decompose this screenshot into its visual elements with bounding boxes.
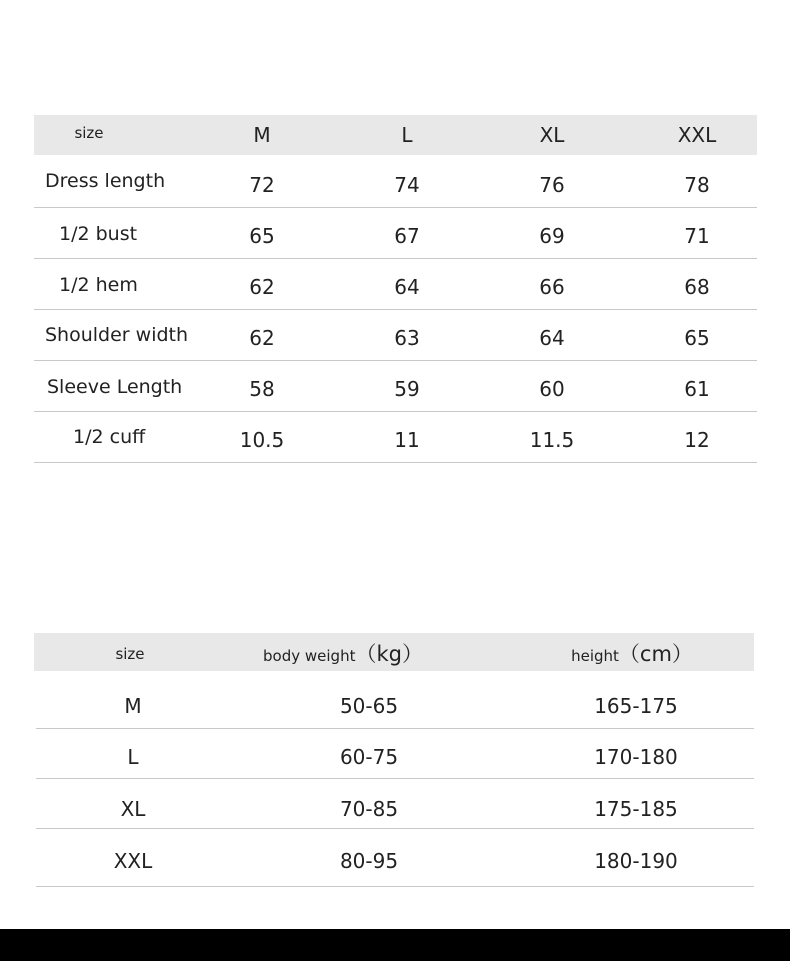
- size-chart-header: [34, 115, 757, 155]
- table-cell: 63: [394, 326, 420, 350]
- table-cell: 70-85: [339, 797, 399, 821]
- header-size: size: [115, 645, 145, 663]
- header-size-m: M: [253, 123, 271, 147]
- header-size-l: L: [401, 123, 413, 147]
- table-cell: 69: [539, 224, 565, 248]
- table-cell: 68: [684, 275, 710, 299]
- row-divider: [34, 309, 757, 310]
- row-divider: [36, 728, 754, 729]
- header-weight-unit: （kg）: [355, 642, 423, 666]
- row-divider: [34, 411, 757, 412]
- row-label: Sleeve Length: [47, 376, 183, 398]
- table-cell: 50-65: [339, 694, 399, 718]
- table-cell: 10.5: [239, 428, 285, 452]
- table-cell: 80-95: [339, 849, 399, 873]
- table-cell: 65: [249, 224, 275, 248]
- header-size-xxl: XXL: [677, 123, 717, 147]
- table-cell: 175-185: [594, 797, 678, 821]
- table-cell: L: [127, 745, 139, 769]
- row-divider: [34, 360, 757, 361]
- header-height-label: height: [571, 647, 619, 665]
- table-cell: 72: [249, 173, 275, 197]
- table-cell: 60-75: [339, 745, 399, 769]
- table-cell: 165-175: [594, 694, 678, 718]
- row-divider: [34, 207, 757, 208]
- table-cell: 11.5: [529, 428, 575, 452]
- table-cell: 66: [539, 275, 565, 299]
- table-cell: 78: [684, 173, 710, 197]
- table-cell: 71: [684, 224, 710, 248]
- row-divider: [36, 886, 754, 887]
- table-cell: 76: [539, 173, 565, 197]
- table-cell: 64: [539, 326, 565, 350]
- row-label: Dress length: [45, 170, 166, 192]
- table-cell: 59: [394, 377, 420, 401]
- table-cell: 62: [249, 275, 275, 299]
- table-cell: 67: [394, 224, 420, 248]
- row-label: 1/2 cuff: [73, 426, 146, 448]
- table-cell: 65: [684, 326, 710, 350]
- bottom-bar: [0, 929, 790, 961]
- table-cell: 58: [249, 377, 275, 401]
- row-divider: [36, 778, 754, 779]
- header-body-weight: [263, 638, 423, 668]
- row-divider: [34, 462, 757, 463]
- table-cell: 11: [394, 428, 420, 452]
- table-cell: 74: [394, 173, 420, 197]
- table-cell: 12: [684, 428, 710, 452]
- table-cell: XL: [120, 797, 146, 821]
- row-label: Shoulder width: [45, 324, 189, 346]
- header-height-unit: （cm）: [618, 642, 693, 666]
- table-cell: 61: [684, 377, 710, 401]
- table-cell: M: [124, 694, 142, 718]
- header-height: [571, 638, 693, 668]
- row-divider: [34, 258, 757, 259]
- header-size-xl: XL: [539, 123, 565, 147]
- table-cell: 170-180: [594, 745, 678, 769]
- table-cell: XXL: [113, 849, 153, 873]
- table-cell: 60: [539, 377, 565, 401]
- row-divider: [36, 828, 754, 829]
- header-body-weight-label: body weight: [263, 647, 356, 665]
- table-cell: 62: [249, 326, 275, 350]
- table-cell: 64: [394, 275, 420, 299]
- header-size: size: [74, 124, 104, 142]
- row-label: 1/2 hem: [59, 274, 138, 296]
- row-label: 1/2 bust: [59, 223, 138, 245]
- table-cell: 180-190: [594, 849, 678, 873]
